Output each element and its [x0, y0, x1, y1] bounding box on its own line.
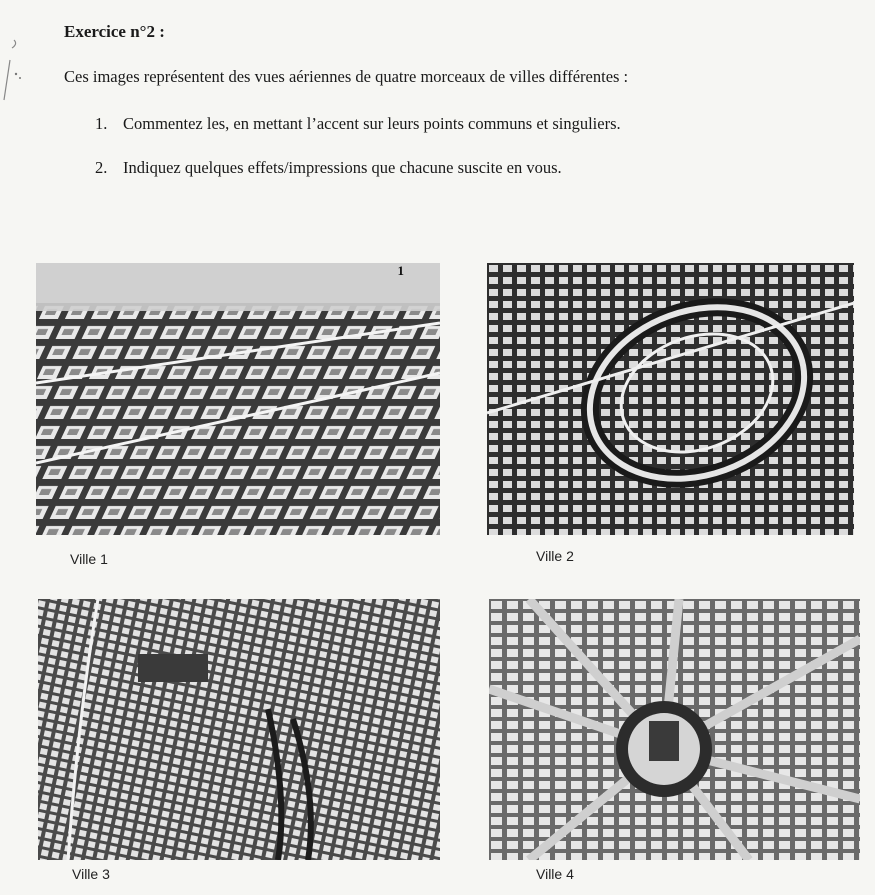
margin-scribble: [0, 30, 30, 110]
question-number: 2.: [95, 158, 108, 177]
exercise-intro: Ces images représentent des vues aériennes de quatre morceaux de villes différentes :: [64, 67, 629, 86]
question-text: Commentez les, en mettant l’accent sur leurs points communs et singuliers.: [123, 114, 621, 133]
exercise-title: Exercice n°2 :: [64, 22, 165, 41]
aerial-photo-city-3: [38, 599, 440, 860]
question-item: [95, 114, 621, 158]
question-item: [95, 158, 621, 202]
image-caption: Ville 1: [70, 551, 108, 567]
image-corner-number: 1: [397, 263, 404, 278]
aerial-photo-city-2: [487, 263, 854, 535]
question-text: Indiquez quelques effets/impressions que chacune suscite en vous.: [123, 158, 562, 177]
image-caption: Ville 4: [536, 866, 574, 882]
aerial-photo-city-1: [36, 263, 440, 535]
image-caption: Ville 3: [72, 866, 110, 882]
aerial-photo-city-4: [489, 599, 860, 860]
question-list: [95, 114, 621, 202]
question-number: 1.: [95, 114, 108, 133]
image-caption: Ville 2: [536, 548, 574, 564]
